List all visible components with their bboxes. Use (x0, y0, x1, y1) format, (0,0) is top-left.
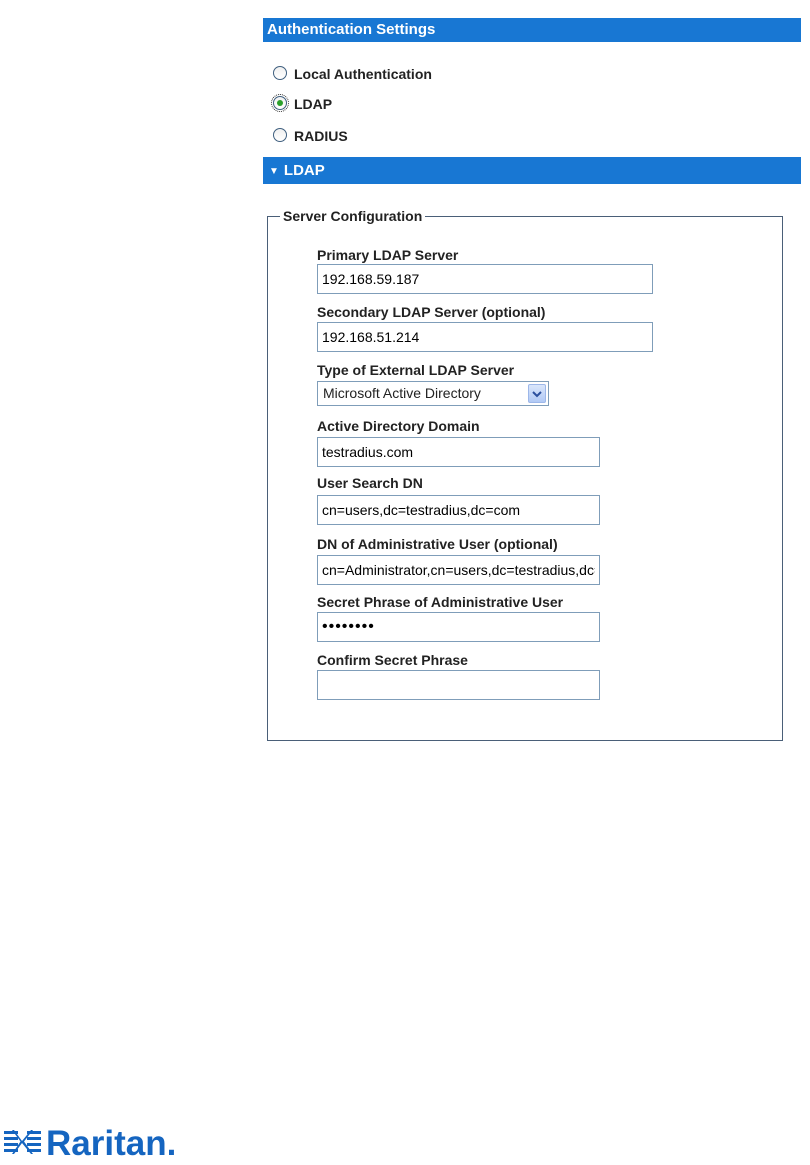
server-configuration-legend: Server Configuration (280, 207, 425, 225)
primary-ldap-server-label: Primary LDAP Server (317, 247, 459, 263)
chevron-down-icon (532, 390, 542, 398)
auth-settings-title: Authentication Settings (267, 21, 436, 38)
raritan-wordmark: Raritan. (46, 1124, 177, 1163)
raritan-emblem-icon (4, 1130, 41, 1154)
radio-selected-dot (277, 100, 283, 106)
ad-domain-label: Active Directory Domain (317, 418, 480, 434)
user-search-dn-input[interactable] (317, 495, 600, 525)
raritan-logo (0, 1120, 245, 1165)
collapse-triangle-icon[interactable]: ▼ (269, 166, 279, 177)
secondary-ldap-server-label: Secondary LDAP Server (optional) (317, 304, 546, 320)
ad-domain-input[interactable] (317, 437, 600, 467)
secret-phrase-label: Secret Phrase of Administrative User (317, 594, 564, 610)
user-search-dn-label: User Search DN (317, 475, 423, 491)
confirm-secret-phrase-input[interactable] (317, 670, 600, 700)
radio-label-local: Local Authentication (294, 66, 432, 82)
ldap-server-type-label: Type of External LDAP Server (317, 362, 515, 378)
dropdown-button[interactable] (528, 384, 546, 403)
ldap-section-title: LDAP (283, 162, 325, 179)
ldap-server-type-select[interactable] (317, 381, 549, 406)
radio-button-radius[interactable] (273, 128, 287, 142)
secret-phrase-input[interactable] (317, 612, 600, 642)
ldap-server-type-value: Microsoft Active Directory (323, 385, 481, 401)
admin-dn-input[interactable] (317, 555, 600, 585)
radio-label-radius: RADIUS (294, 128, 348, 144)
ldap-section-header[interactable] (263, 157, 801, 184)
admin-dn-label: DN of Administrative User (optional) (317, 536, 558, 552)
secondary-ldap-server-input[interactable] (317, 322, 653, 352)
confirm-secret-phrase-label: Confirm Secret Phrase (317, 652, 468, 668)
primary-ldap-server-input[interactable] (317, 264, 653, 294)
radio-label-ldap: LDAP (294, 96, 333, 112)
auth-settings-header (263, 18, 801, 42)
radio-button-local[interactable] (273, 66, 287, 80)
radio-button-ldap[interactable] (273, 96, 287, 110)
